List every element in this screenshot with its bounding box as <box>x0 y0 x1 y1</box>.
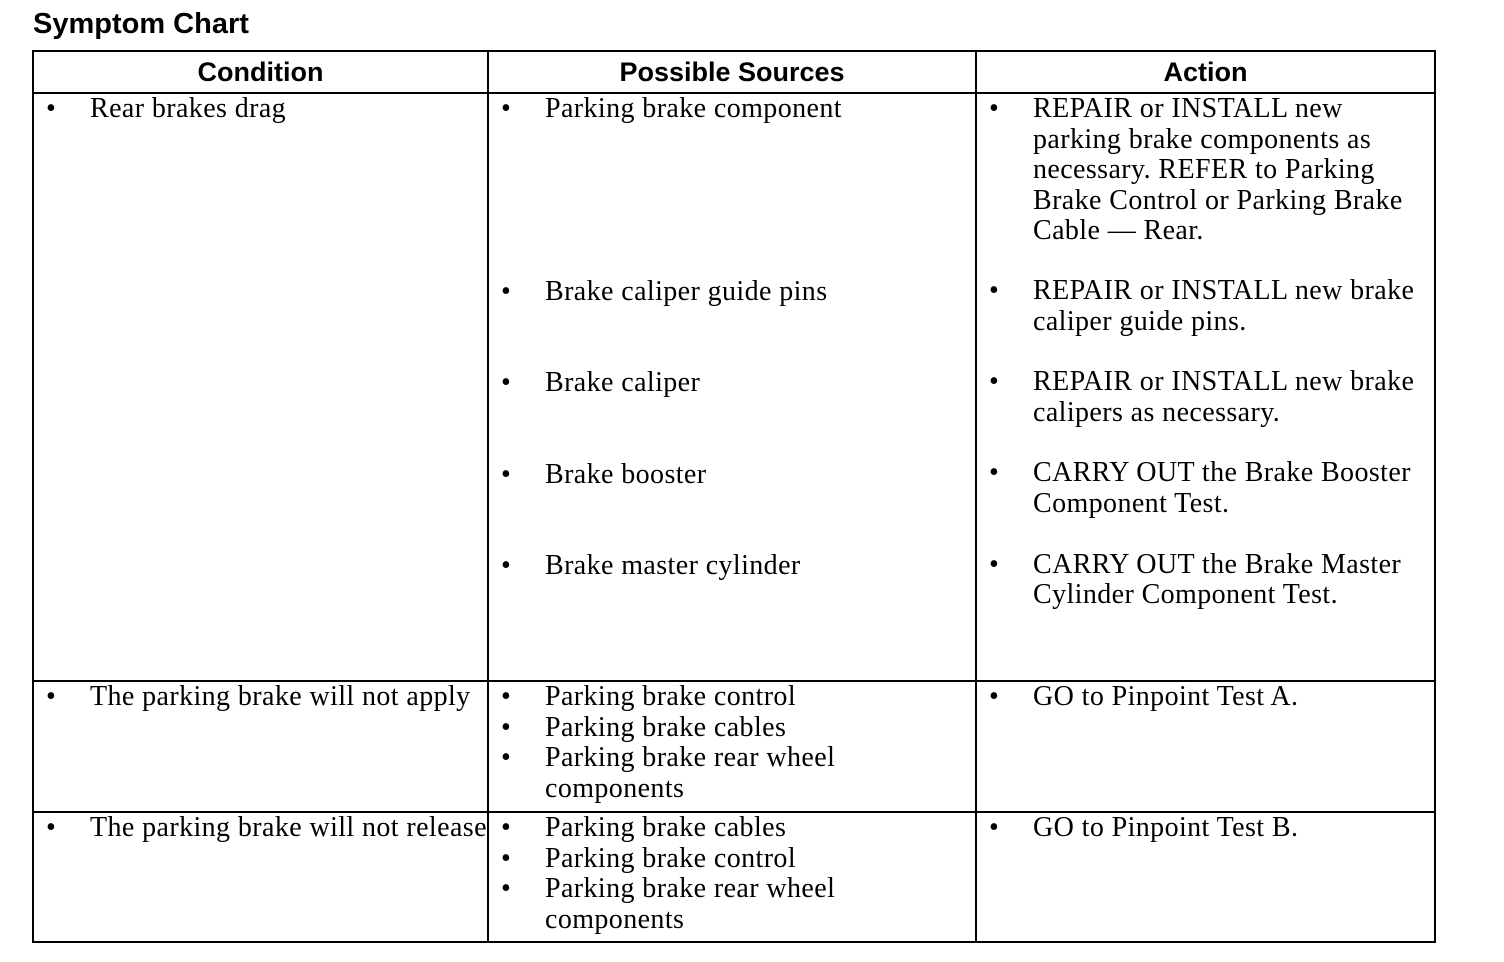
bullet-icon: • <box>501 711 512 743</box>
bullet-icon: • <box>501 873 512 905</box>
list-item <box>977 276 1434 337</box>
condition-text: Rear brakes drag <box>90 93 287 124</box>
bullet-icon: • <box>501 742 512 774</box>
action-text: CARRY OUT the Brake Booster Component Test. <box>1033 457 1411 519</box>
list-item <box>977 458 1434 519</box>
source-text: Parking brake cables <box>545 812 787 843</box>
list-item <box>489 94 975 125</box>
list-item <box>489 844 975 875</box>
source-text: Parking brake component <box>545 93 842 124</box>
action-text: CARRY OUT the Brake Master Cylinder Component Test. <box>1033 548 1402 611</box>
list-item <box>489 682 975 713</box>
bullet-icon: • <box>46 681 57 712</box>
action-text: REPAIR or INSTALL new brake caliper guide pins. <box>1033 274 1415 337</box>
bullet-icon: • <box>989 812 1000 843</box>
condition-cell <box>33 812 488 942</box>
bullet-icon: • <box>46 812 57 843</box>
header-condition: Condition <box>33 51 488 93</box>
list-item <box>489 874 975 935</box>
action-cell <box>976 681 1435 812</box>
list-item <box>489 368 975 399</box>
source-text: Brake booster <box>545 458 707 490</box>
bullet-icon: • <box>989 548 1000 580</box>
source-text: Brake caliper guide pins <box>545 275 828 307</box>
bullet-icon: • <box>989 457 1000 489</box>
list-item <box>489 743 975 804</box>
action-text: REPAIR or INSTALL new parking brake components as necessary. REFER to Parking Brake Control or Parking Brake Cable — Rear. <box>1033 93 1403 247</box>
table-row <box>33 681 1435 812</box>
list-item <box>489 813 975 844</box>
condition-cell <box>33 93 488 681</box>
sources-cell <box>488 93 976 681</box>
bullet-icon: • <box>46 93 57 124</box>
condition-text: The parking brake will not apply <box>90 681 471 712</box>
bullet-icon: • <box>989 274 1000 306</box>
bullet-icon: • <box>989 366 1000 398</box>
source-text: Brake master cylinder <box>545 550 801 582</box>
bullet-icon: • <box>501 275 512 307</box>
header-action: Action <box>976 51 1435 93</box>
source-text: Parking brake rear wheel components <box>545 742 836 804</box>
page-title: Symptom Chart <box>33 8 249 40</box>
action-text: GO to Pinpoint Test B. <box>1033 812 1299 843</box>
table-header-row <box>33 51 1435 93</box>
bullet-icon: • <box>501 681 512 712</box>
table-row <box>33 93 1435 681</box>
bullet-icon: • <box>989 93 1000 124</box>
table-row <box>33 812 1435 942</box>
list-item <box>977 813 1434 844</box>
source-text: Parking brake cables <box>545 711 787 743</box>
bullet-icon: • <box>501 812 512 843</box>
list-item <box>489 551 975 582</box>
list-item <box>489 460 975 491</box>
list-item <box>977 367 1434 428</box>
sources-cell <box>488 681 976 812</box>
action-text: GO to Pinpoint Test A. <box>1033 681 1299 712</box>
list-item <box>34 682 487 713</box>
condition-cell <box>33 681 488 812</box>
list-item <box>34 813 487 844</box>
bullet-icon: • <box>989 681 1000 712</box>
condition-text: The parking brake will not release <box>90 812 487 843</box>
source-text: Parking brake rear wheel components <box>545 873 836 935</box>
list-item <box>489 277 975 308</box>
action-cell <box>976 93 1435 681</box>
symptom-chart-table <box>32 50 1436 943</box>
list-item <box>977 550 1434 611</box>
bullet-icon: • <box>501 458 512 490</box>
bullet-icon: • <box>501 550 512 582</box>
bullet-icon: • <box>501 93 512 124</box>
source-text: Parking brake control <box>545 681 796 712</box>
list-item <box>977 94 1434 247</box>
list-item <box>489 713 975 744</box>
bullet-icon: • <box>501 367 512 399</box>
list-item <box>34 94 487 125</box>
source-text: Brake caliper <box>545 367 701 399</box>
list-item <box>977 682 1434 713</box>
bullet-icon: • <box>501 842 512 874</box>
sources-cell <box>488 812 976 942</box>
header-possible-sources: Possible Sources <box>488 51 976 93</box>
source-text: Parking brake control <box>545 842 796 874</box>
action-text: REPAIR or INSTALL new brake calipers as necessary. <box>1033 366 1415 428</box>
action-cell <box>976 812 1435 942</box>
